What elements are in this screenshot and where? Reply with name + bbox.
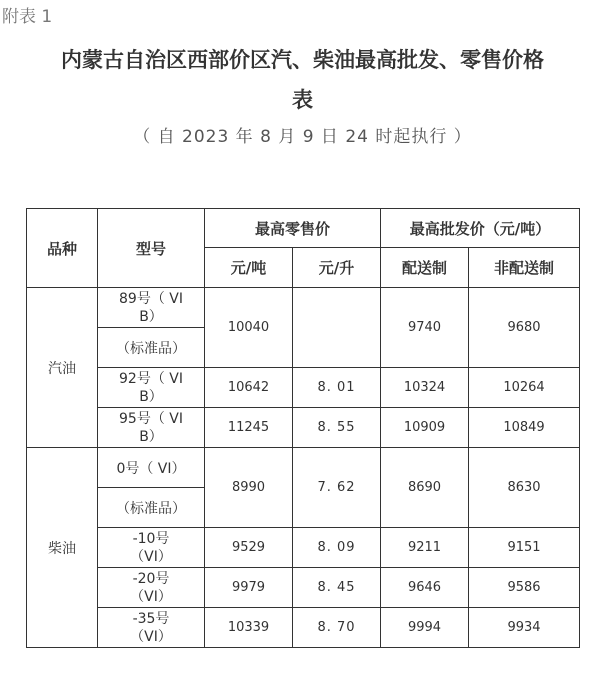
table-row	[27, 368, 580, 408]
price-per-ton: 10040	[205, 288, 293, 368]
variety-diesel: 柴油	[27, 448, 98, 648]
price-per-ton: 9529	[205, 528, 293, 568]
table-row	[27, 608, 580, 648]
model-text: （VI）	[130, 588, 172, 605]
price-delivery: 9740	[381, 288, 469, 368]
table-row	[27, 448, 580, 488]
model-cell	[98, 568, 205, 608]
price-per-ton: 10339	[205, 608, 293, 648]
model-text: 89号（ VI	[119, 290, 183, 307]
model-standard: （标准品）	[98, 328, 205, 368]
model-text: 92号（ VI	[119, 370, 183, 387]
price-delivery: 10909	[381, 408, 469, 448]
price-per-liter: 7. 62	[293, 448, 381, 528]
price-per-liter: 8. 01	[293, 368, 381, 408]
price-per-liter: 8. 09	[293, 528, 381, 568]
price-non-delivery: 8630	[469, 448, 580, 528]
model-cell	[98, 608, 205, 648]
model-text: 0号（ VI）	[98, 448, 205, 488]
price-non-delivery: 9151	[469, 528, 580, 568]
header-non-delivery: 非配送制	[469, 248, 580, 288]
title-line-1: 内蒙古自治区西部价区汽、柴油最高批发、零售价格	[61, 47, 544, 72]
price-delivery: 9211	[381, 528, 469, 568]
price-per-ton: 10642	[205, 368, 293, 408]
model-text: -35号	[132, 610, 170, 627]
price-delivery: 9994	[381, 608, 469, 648]
header-wholesale: 最高批发价（元/吨）	[381, 209, 580, 248]
price-non-delivery: 9586	[469, 568, 580, 608]
price-non-delivery: 10849	[469, 408, 580, 448]
model-text: B）	[139, 308, 163, 325]
header-per-liter: 元/升	[293, 248, 381, 288]
variety-gasoline: 汽油	[27, 288, 98, 448]
table-row	[27, 528, 580, 568]
header-per-ton: 元/吨	[205, 248, 293, 288]
effective-date: （ 自 2023 年 8 月 9 日 24 时起执行 ）	[133, 127, 472, 147]
model-text: -20号	[132, 570, 170, 587]
model-cell	[98, 528, 205, 568]
model-text: （VI）	[130, 548, 172, 565]
price-per-ton: 11245	[205, 408, 293, 448]
price-per-ton: 8990	[205, 448, 293, 528]
page-title	[0, 40, 605, 120]
price-non-delivery: 10264	[469, 368, 580, 408]
model-cell	[98, 288, 205, 328]
table-row	[27, 288, 580, 328]
model-standard: （标准品）	[98, 488, 205, 528]
title-line-2: 表	[292, 87, 313, 112]
appendix-label: 附表 1	[2, 7, 53, 27]
model-text: B）	[139, 428, 163, 445]
header-variety: 品种	[27, 209, 98, 288]
price-per-liter: 8. 55	[293, 408, 381, 448]
price-non-delivery: 9934	[469, 608, 580, 648]
table-row	[27, 408, 580, 448]
price-table	[26, 208, 580, 648]
table-row	[27, 568, 580, 608]
model-text: B）	[139, 388, 163, 405]
model-text: -10号	[132, 530, 170, 547]
price-per-liter: 8. 45	[293, 568, 381, 608]
price-delivery: 8690	[381, 448, 469, 528]
price-per-ton: 9979	[205, 568, 293, 608]
price-per-liter	[293, 288, 381, 368]
header-delivery: 配送制	[381, 248, 469, 288]
price-per-liter: 8. 70	[293, 608, 381, 648]
header-row-1	[27, 209, 580, 248]
model-text: 95号（ VI	[119, 410, 183, 427]
price-delivery: 10324	[381, 368, 469, 408]
price-non-delivery: 9680	[469, 288, 580, 368]
header-retail: 最高零售价	[205, 209, 381, 248]
model-cell	[98, 368, 205, 408]
model-cell	[98, 408, 205, 448]
model-text: （VI）	[130, 628, 172, 645]
price-delivery: 9646	[381, 568, 469, 608]
header-model: 型号	[98, 209, 205, 288]
